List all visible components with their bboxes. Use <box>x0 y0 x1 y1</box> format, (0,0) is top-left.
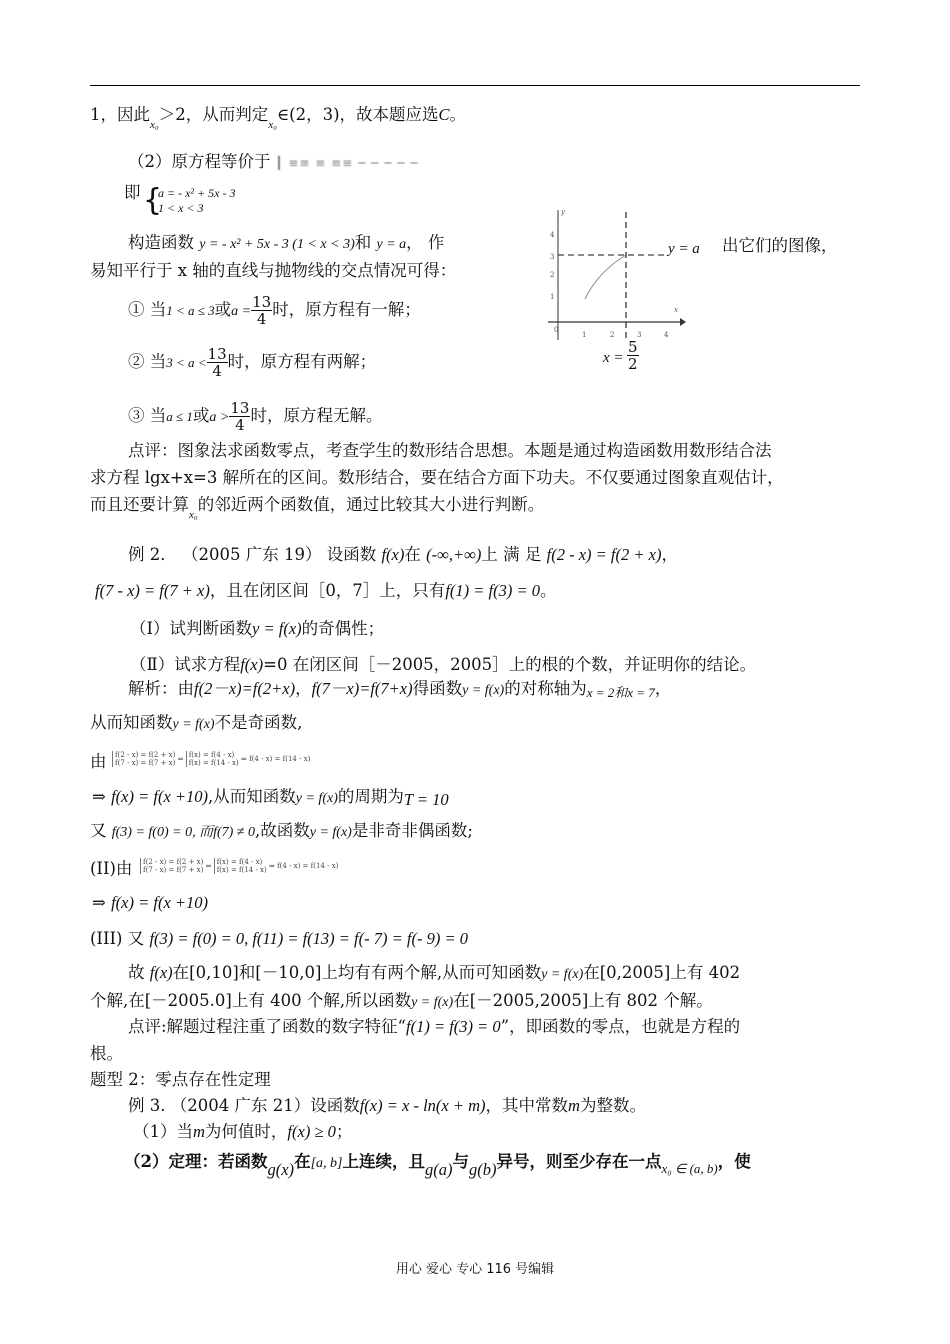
remark-line-1: 点评:解题过程注重了函数的数字特征“f(1) = f(3) = 0”，即函数的零点，也就是方程的 <box>128 1017 741 1036</box>
comment-line-1: 点评：图象法求函数零点，考查学生的数形结合思想。本题是通过构造函数用数形结合法 <box>128 441 772 460</box>
origin-label: 0 <box>554 326 559 334</box>
x-axis-arrow <box>680 318 686 326</box>
remark-line-2: 根。 <box>90 1044 123 1063</box>
example-3-line-1: 例 3. （2004 广东 21）设函数f(x) = x - ln(x + m)，其中常数m为整数。 <box>128 1096 646 1115</box>
x-tick-3: 3 <box>637 331 642 339</box>
solution-line-3: 由 <box>90 752 107 771</box>
comment-line-3: 而且还要计算$_{x_0}$的邻近两个函数值，通过比较其大小进行判断。 <box>90 495 545 521</box>
text-line-2: （2）原方程等价于 ┃ ≡≡ ≡ ≡≡ ─ ─ ─ ─ ─ <box>128 152 419 171</box>
graph-x-label: x = <box>603 350 624 366</box>
section-title: 题型 2：零点存在性定理 <box>90 1070 271 1089</box>
text-line-4-end: 出它们的图像， <box>722 236 838 255</box>
parabola-curve <box>585 255 626 299</box>
solution-line-6: (II)由 <box>90 859 133 878</box>
system-eq-1: a = - x² + 5x - 3 <box>158 186 236 200</box>
y-axis-label: y <box>561 208 565 216</box>
solution-line-8: (III) 又 f(3) = f(0) = 0, f(11) = f(13) = f(- 7) = f(- 9) = 0 <box>90 929 468 948</box>
example-3-q1: （1）当m为何值时，f(x) ≥ 0； <box>133 1122 353 1141</box>
system-small-1: f(2 - x) = f(2 + x) f(7 - x) = f(7 + x) ⇒ f(x) = f(4 - x) f(x) = f(14 - x) ⇒ f(4 - x) = f(14 - x) <box>112 751 310 767</box>
solution-line-9: 故 f(x)在[0,10]和[－10,0]上均有有两个解,从而可知函数y = f(x)在[0,2005]上有 402 <box>128 963 741 982</box>
case-2: ② 当3 < a < $\frac{13}{4}$ 时，原方程有两解； <box>128 345 377 380</box>
solution-line-7: ⇒ f(x) = f(x +10) <box>92 893 209 912</box>
text-line-4: 构造函数 y = - x² + 5x - 3 (1 < x < 3)和 y = a， 作 <box>128 233 445 252</box>
text-line-1: 1，因此$_{x_0}$＞2，从而判定$_{x_0}$∈(2，3)，故本题应选C。 <box>90 105 467 131</box>
y-tick-3: 3 <box>550 253 555 261</box>
case-3: ③ 当a ≤ 1或a > $\frac{13}{4}$ 时，原方程无解。 <box>128 399 383 434</box>
example-2-line-2: f(7 - x) = f(7 + x)，且在闭区间［0，7］上，只有f(1) = f(3) = 0。 <box>95 581 557 600</box>
header-rule <box>90 85 860 86</box>
solution-line-5: 又 f(3) = f(0) = 0, 而f(7) ≠ 0,故函数y = f(x)是非奇非偶函数; <box>90 821 473 840</box>
y-tick-2: 2 <box>550 271 555 279</box>
case-1: ① 当1 < a ≤ 3或a = $\frac{13}{4}$ 时，原方程有一解； <box>128 293 421 328</box>
solution-line-1: 解析：由f(2－x)=f(2+x)，f(7－x)=f(7+x)得函数y = f(x)的对称轴为x = 2和x = 7， <box>128 679 672 700</box>
comment-line-2: 求方程 lgx+x=3 解所在的区间。数形结合，要在结合方面下功夫。不仅要通过图象直观估计， <box>90 468 784 487</box>
theorem-line: （2）定理：若函数g(x)在[a, b]上连续，且g(a)与g(b)异号，则至少存在一点$_{x_0 \in (a, b)}$，使 <box>124 1152 751 1179</box>
text-line-3: 即 <box>124 183 141 202</box>
text-line-5: 易知平行于 x 轴的直线与抛物线的交点情况可得： <box>90 261 457 280</box>
page-footer: 用心 爱心 专心 116 号编辑 <box>395 1262 555 1277</box>
y-tick-1: 1 <box>550 293 555 301</box>
x-tick-2: 2 <box>610 331 615 339</box>
system-eq-2: 1 < x < 3 <box>158 201 204 215</box>
solution-line-10: 个解,在[－2005.0]上有 400 个解,所以函数y = f(x)在[－2005,2005]上有 802 个解。 <box>90 991 713 1010</box>
example-2-line-1: 例 2． （2005 广东 19） 设函数 f(x)在 (-∞,+∞)上 满 足 f(2 - x) = f(2 + x)， <box>128 545 678 564</box>
x-tick-4: 4 <box>664 331 669 339</box>
question-2: （Ⅱ）试求方程f(x)=0 在闭区间［－2005，2005］上的根的个数，并证明你的结论。 <box>130 655 757 674</box>
system-small-2: f(2 - x) = f(2 + x) f(7 - x) = f(7 + x) ⇒ f(x) = f(4 - x) f(x) = f(14 - x) ⇒ f(4 - x) = f(14 - x) <box>140 858 338 874</box>
x-axis-label: x <box>674 306 678 314</box>
x-tick-1: 1 <box>582 331 587 339</box>
question-1: （Ⅰ）试判断函数y = f(x)的奇偶性； <box>130 619 385 638</box>
graph-x-frac: $\frac{5}{2}$ <box>628 338 638 373</box>
system-brace: { <box>143 183 163 218</box>
graph-ya-label: y = a <box>668 241 700 257</box>
y-tick-4: 4 <box>550 231 555 239</box>
solution-line-4: ⇒ f(x) = f(x +10),从而知函数y = f(x)的周期为T = 10 <box>92 787 449 809</box>
solution-line-2: 从而知函数y = f(x)不是奇函数, <box>90 713 303 732</box>
